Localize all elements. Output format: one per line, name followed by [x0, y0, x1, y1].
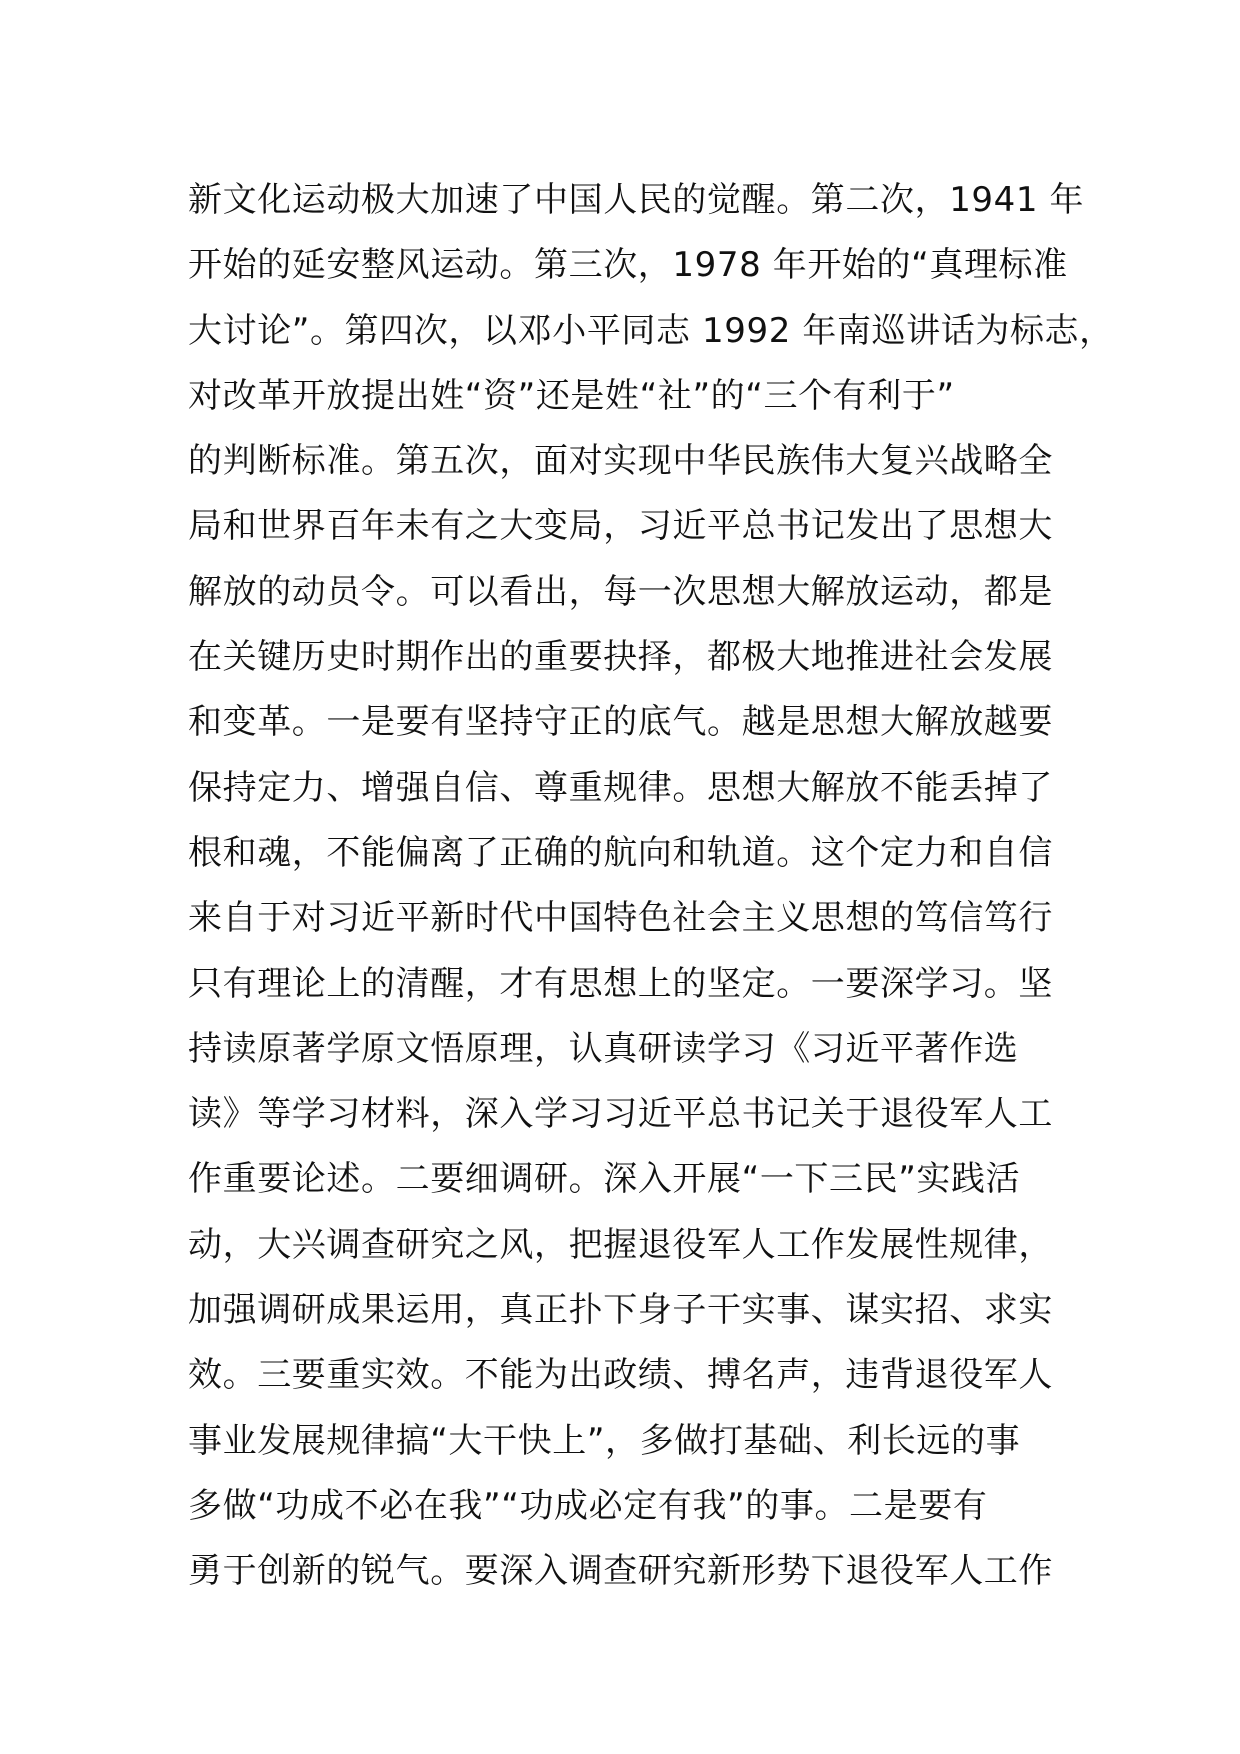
text-line: 解放的动员令。可以看出，每一次思想大解放运动，都是 [188, 571, 1053, 612]
text-line: 保持定力、增强自信、尊重规律。思想大解放不能丢掉了 [188, 767, 1053, 808]
text-line: 在关键历史时期作出的重要抉择，都极大地推进社会发展 [188, 637, 1053, 678]
text-line: 只有理论上的清醒，才有思想上的坚定。一要深学习。坚 [188, 963, 1053, 1004]
text-line: 和变革。一是要有坚持守正的底气。越是思想大解放越要 [188, 702, 1053, 743]
text-line: 来自于对习近平新时代中国特色社会主义思想的笃信笃行 [188, 898, 1053, 939]
text-line: 大讨论”。第四次，以邓小平同志 1992 年南巡讲话为标志， [188, 310, 1114, 351]
text-line: 持读原著学原文悟原理，认真研读学习《习近平著作选 [188, 1028, 1019, 1069]
text-line: 的判断标准。第五次，面对实现中华民族伟大复兴战略全 [188, 441, 1053, 482]
body-text [188, 168, 1114, 1605]
text-line: 局和世界百年未有之大变局，习近平总书记发出了思想大 [188, 506, 1053, 547]
text-line: 效。三要重实效。不能为出政绩、搏名声，违背退役军人 [188, 1355, 1053, 1396]
text-line: 事业发展规律搞“大干快上”，多做打基础、利长远的事 [188, 1420, 1021, 1461]
text-line: 对改革开放提出姓“资”还是姓“社”的“三个有利于” [188, 375, 955, 416]
text-line: 多做“功成不必在我”“功成必定有我”的事。二是要有 [188, 1485, 988, 1526]
text-line: 加强调研成果运用，真正扑下身子干实事、谋实招、求实 [188, 1290, 1053, 1331]
text-line: 新文化运动极大加速了中国人民的觉醒。第二次，1941 年 [188, 180, 1085, 220]
text-line: 动，大兴调查研究之风，把握退役军人工作发展性规律， [188, 1224, 1053, 1265]
text-line: 根和魂，不能偏离了正确的航向和轨道。这个定力和自信 [188, 832, 1053, 873]
text-line: 读》等学习材料，深入学习习近平总书记关于退役军人工 [188, 1094, 1053, 1135]
text-line: 开始的延安整风运动。第三次，1978 年开始的“真理标准 [188, 245, 1068, 286]
text-line: 勇于创新的锐气。要深入调查研究新形势下退役军人工作 [188, 1551, 1053, 1592]
text-line: 作重要论述。二要细调研。深入开展“一下三民”实践活 [188, 1159, 1021, 1200]
